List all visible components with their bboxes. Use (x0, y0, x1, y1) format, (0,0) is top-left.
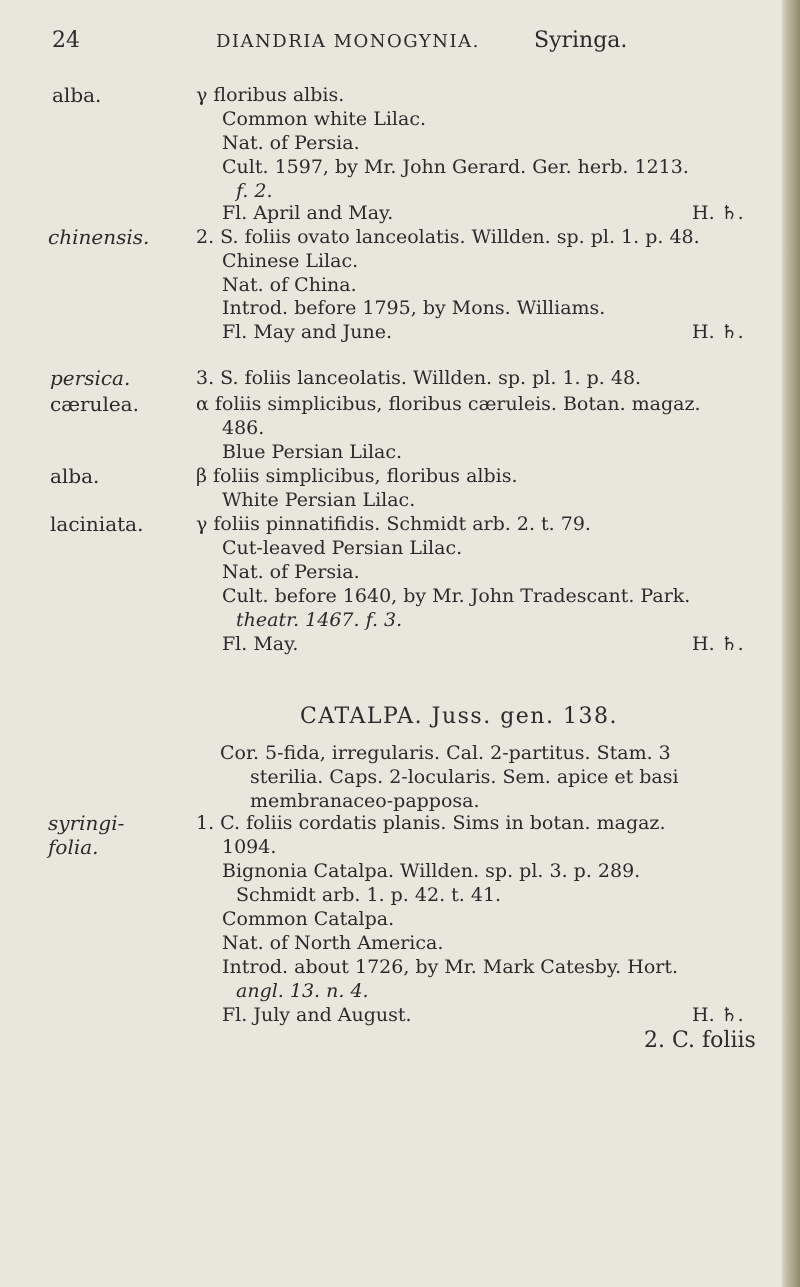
margin-syringifolia-2: folia. (48, 835, 99, 859)
text-line: α foliis simplicibus, floribus cæruleis. Botan. magaz. (196, 393, 701, 415)
margin-persica: persica. (50, 366, 131, 390)
page-number: 24 (52, 28, 80, 53)
text-line: membranaceo-papposa. (250, 790, 480, 812)
margin-alba: alba. (52, 83, 102, 107)
text-line: γ floribus albis. (196, 84, 345, 106)
text-line: Cult. 1597, by Mr. John Gerard. Ger. herb. 1213. (222, 156, 689, 178)
text-line: Introd. about 1726, by Mr. Mark Catesby. Hort. (222, 956, 679, 978)
text-line: Nat. of China. (222, 274, 357, 296)
text-line: theatr. 1467. f. 3. (236, 609, 403, 631)
text-line: 2. S. foliis ovato lanceolatis. Willden. sp. pl. 1. p. 48. (196, 226, 700, 248)
genus-heading: Syringa. (534, 28, 628, 53)
catchword: 2. C. foliis (644, 1028, 756, 1053)
text-line: Cut-leaved Persian Lilac. (222, 537, 463, 559)
text-line: Common white Lilac. (222, 108, 426, 130)
text-line: β foliis simplicibus, floribus albis. (196, 465, 518, 487)
text-line: Common Catalpa. (222, 908, 395, 930)
text-line: Blue Persian Lilac. (222, 441, 403, 463)
text-line: 1094. (222, 836, 277, 858)
text-line: Nat. of Persia. (222, 132, 360, 154)
text-line: White Persian Lilac. (222, 489, 416, 511)
habitat-symbol: H. ♄. (692, 202, 744, 224)
text-line: f. 2. (236, 180, 273, 202)
text-line: Fl. May. (222, 633, 299, 655)
margin-laciniata: laciniata. (50, 512, 144, 536)
text-line: Bignonia Catalpa. Willden. sp. pl. 3. p. 289. (222, 860, 641, 882)
text-line: 1. C. foliis cordatis planis. Sims in botan. magaz. (196, 812, 666, 834)
text-line: γ foliis pinnatifidis. Schmidt arb. 2. t. 79. (196, 513, 591, 535)
page-edge (782, 0, 800, 1287)
text-line: Cult. before 1640, by Mr. John Tradescant. Park. (222, 585, 691, 607)
margin-chinensis: chinensis. (48, 225, 150, 249)
text-line: 3. S. foliis lanceolatis. Willden. sp. pl. 1. p. 48. (196, 367, 642, 389)
text-line: Nat. of North America. (222, 932, 444, 954)
habitat-symbol: H. ♄. (692, 633, 744, 655)
margin-caerulea: cærulea. (50, 392, 139, 416)
text-line: Introd. before 1795, by Mons. Williams. (222, 297, 606, 319)
running-title: DIANDRIA MONOGYNIA. (216, 31, 480, 52)
habitat-symbol: H. ♄. (692, 1004, 744, 1026)
genus-heading-catalpa: CATALPA. Juss. gen. 138. (300, 704, 618, 729)
margin-syringifolia-1: syringi- (48, 811, 125, 835)
text-line: 486. (222, 417, 265, 439)
habitat-symbol: H. ♄. (692, 321, 744, 343)
text-line: sterilia. Caps. 2-locularis. Sem. apice et basi (250, 766, 679, 788)
margin-alba-2: alba. (50, 464, 100, 488)
text-line: angl. 13. n. 4. (236, 980, 369, 1002)
text-line: Chinese Lilac. (222, 250, 359, 272)
text-line: Fl. July and August. (222, 1004, 412, 1026)
text-line: Fl. May and June. (222, 321, 393, 343)
text-line: Fl. April and May. (222, 202, 394, 224)
text-line: Cor. 5-fida, irregularis. Cal. 2-partitus. Stam. 3 (220, 742, 671, 764)
text-line: Schmidt arb. 1. p. 42. t. 41. (236, 884, 502, 906)
text-line: Nat. of Persia. (222, 561, 360, 583)
